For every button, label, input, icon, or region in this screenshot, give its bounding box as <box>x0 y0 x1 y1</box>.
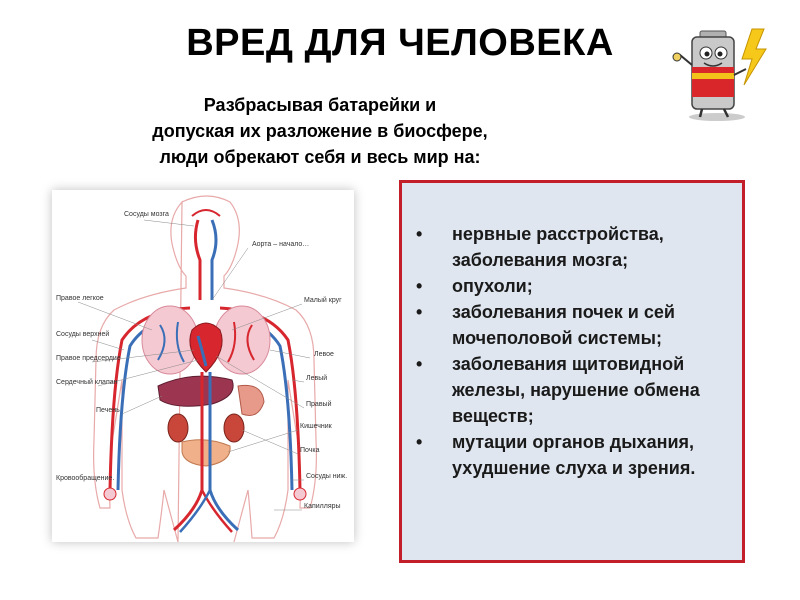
lightning-icon <box>742 29 766 85</box>
list-item: • заболевания почек и сей мочеполовой системы; <box>410 299 740 351</box>
label-upper-limb-vessels: Сосуды верхней <box>56 331 110 338</box>
subtitle-line: Разбрасывая батарейки и <box>203 95 437 115</box>
circulatory-diagram <box>52 190 354 542</box>
list-item: • мутации органов дыхания, ухудшение слуха и зрения. <box>410 429 740 481</box>
label-right-lung: Правое легкое <box>56 295 104 302</box>
label-left: Левое <box>314 351 334 358</box>
label-aorta: Аорта – начало… <box>252 241 310 248</box>
label-kidney: Почка <box>300 447 320 454</box>
label-right-atrium: Правое предсердие <box>56 355 121 362</box>
subtitle <box>60 92 580 170</box>
bullet-icon: • <box>416 224 423 244</box>
diagram-legend: Кровообращение. <box>56 475 115 482</box>
harms-list <box>410 221 740 481</box>
label-small-circle: Малый круг <box>304 297 342 304</box>
bullet-icon: • <box>416 276 423 296</box>
list-item: • опухоли; <box>410 273 740 299</box>
label-left-ventricle: Левый <box>306 375 328 382</box>
harms-panel <box>399 180 745 563</box>
label-brain-vessels: Сосуды мозга <box>124 211 169 218</box>
list-item: • нервные расстройства, заболевания мозга; <box>410 221 740 273</box>
label-liver: Печень <box>96 407 120 414</box>
bullet-icon: • <box>416 302 423 322</box>
bullet-icon: • <box>416 432 423 452</box>
label-lower-limb-vessels: Сосуды ниж. <box>306 473 348 480</box>
subtitle-line: люди обрекают себя и весь мир на: <box>159 147 481 167</box>
battery-mascot-icon <box>672 25 772 125</box>
label-intestine: Кишечник <box>300 423 332 430</box>
bullet-icon: • <box>416 354 423 374</box>
label-capillaries: Капилляры <box>304 503 341 510</box>
list-item: • заболевания щитовидной железы, нарушение обмена веществ; <box>410 351 740 429</box>
label-heart-valve: Сердечный клапан <box>56 379 118 386</box>
label-right-ventricle: Правый <box>306 401 332 408</box>
page-title: ВРЕД ДЛЯ ЧЕЛОВЕКА <box>186 22 614 64</box>
subtitle-line: допуская их разложение в биосфере, <box>152 121 488 141</box>
